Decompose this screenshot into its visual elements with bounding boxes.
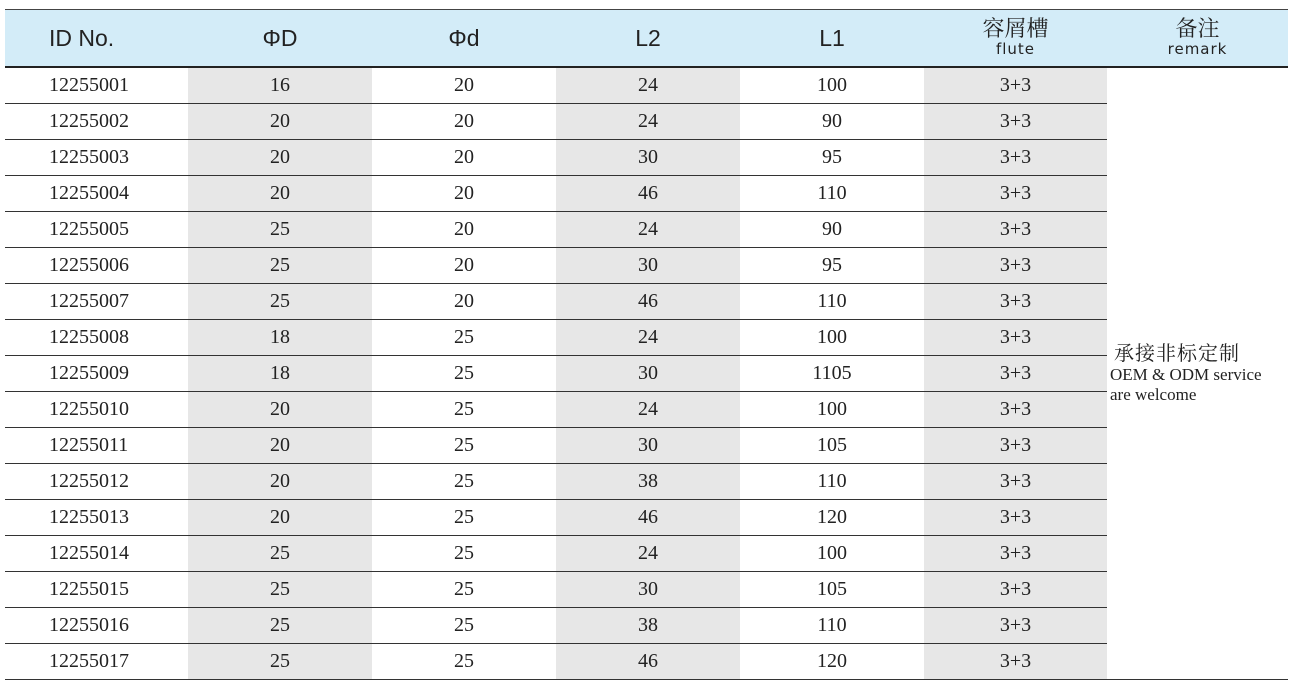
- table-row: [5, 428, 1288, 464]
- header-diameter-d: Φd: [372, 10, 556, 68]
- table-body: [5, 67, 1288, 680]
- cell-L2: 46: [556, 284, 740, 320]
- cell-id: 12255006: [5, 248, 188, 284]
- cell-d: 25: [372, 572, 556, 608]
- cell-d: 25: [372, 644, 556, 680]
- cell-flute: 3+3: [924, 284, 1107, 320]
- cell-L2: 38: [556, 608, 740, 644]
- cell-flute: 3+3: [924, 536, 1107, 572]
- cell-d: 20: [372, 140, 556, 176]
- cell-L2: 24: [556, 392, 740, 428]
- cell-L1: 95: [740, 248, 924, 284]
- table-row: [5, 572, 1288, 608]
- header-id: ID No.: [5, 10, 188, 68]
- header-remark: [1107, 10, 1288, 68]
- cell-d: 25: [372, 464, 556, 500]
- header-flute: [924, 10, 1107, 68]
- cell-D: 25: [188, 644, 372, 680]
- cell-d: 25: [372, 500, 556, 536]
- cell-d: 25: [372, 608, 556, 644]
- cell-d: 20: [372, 212, 556, 248]
- cell-D: 20: [188, 428, 372, 464]
- cell-D: 18: [188, 356, 372, 392]
- cell-id: 12255002: [5, 104, 188, 140]
- table-row: [5, 500, 1288, 536]
- cell-L2: 46: [556, 176, 740, 212]
- header-L1: L1: [740, 10, 924, 68]
- cell-flute: 3+3: [924, 248, 1107, 284]
- cell-flute: 3+3: [924, 608, 1107, 644]
- table-row: [5, 284, 1288, 320]
- remark-cell: [1107, 67, 1288, 680]
- table-row: [5, 392, 1288, 428]
- cell-flute: 3+3: [924, 212, 1107, 248]
- cell-L2: 24: [556, 212, 740, 248]
- cell-L2: 46: [556, 500, 740, 536]
- cell-L1: 110: [740, 464, 924, 500]
- cell-L1: 100: [740, 536, 924, 572]
- table-row: [5, 608, 1288, 644]
- cell-id: 12255010: [5, 392, 188, 428]
- cell-flute: 3+3: [924, 392, 1107, 428]
- cell-L2: 30: [556, 428, 740, 464]
- cell-id: 12255003: [5, 140, 188, 176]
- cell-d: 20: [372, 248, 556, 284]
- header-flute-cn: 容屑槽: [982, 17, 1049, 42]
- cell-flute: 3+3: [924, 428, 1107, 464]
- header-L2: L2: [556, 10, 740, 68]
- cell-L2: 24: [556, 536, 740, 572]
- cell-D: 25: [188, 284, 372, 320]
- cell-L1: 90: [740, 212, 924, 248]
- cell-d: 20: [372, 284, 556, 320]
- cell-L1: 90: [740, 104, 924, 140]
- cell-L2: 24: [556, 67, 740, 104]
- table-row: [5, 176, 1288, 212]
- cell-L1: 105: [740, 428, 924, 464]
- cell-D: 18: [188, 320, 372, 356]
- header-remark-cn: 备注: [1175, 17, 1220, 42]
- cell-L1: 100: [740, 392, 924, 428]
- remark-cn: 承接非标定制: [1114, 341, 1240, 366]
- remark-en-line1: OEM & ODM service: [1110, 365, 1262, 385]
- cell-id: 12255016: [5, 608, 188, 644]
- cell-id: 12255004: [5, 176, 188, 212]
- header-flute-en: flute: [995, 40, 1036, 58]
- cell-id: 12255007: [5, 284, 188, 320]
- cell-id: 12255017: [5, 644, 188, 680]
- cell-L1: 105: [740, 572, 924, 608]
- cell-L2: 30: [556, 248, 740, 284]
- cell-d: 25: [372, 392, 556, 428]
- cell-L1: 1105: [740, 356, 924, 392]
- cell-D: 20: [188, 104, 372, 140]
- cell-L1: 95: [740, 140, 924, 176]
- cell-D: 25: [188, 248, 372, 284]
- table-row: [5, 644, 1288, 680]
- cell-L1: 110: [740, 608, 924, 644]
- cell-D: 20: [188, 500, 372, 536]
- cell-D: 20: [188, 392, 372, 428]
- cell-L1: 110: [740, 284, 924, 320]
- cell-id: 12255012: [5, 464, 188, 500]
- cell-id: 12255013: [5, 500, 188, 536]
- cell-id: 12255014: [5, 536, 188, 572]
- table-row: [5, 248, 1288, 284]
- cell-L2: 24: [556, 104, 740, 140]
- cell-id: 12255008: [5, 320, 188, 356]
- cell-L1: 100: [740, 67, 924, 104]
- header-diameter-D: ΦD: [188, 10, 372, 68]
- cell-L2: 30: [556, 572, 740, 608]
- cell-flute: 3+3: [924, 320, 1107, 356]
- cell-L2: 30: [556, 140, 740, 176]
- table-row: [5, 320, 1288, 356]
- table-row: [5, 536, 1288, 572]
- cell-L2: 24: [556, 320, 740, 356]
- cell-d: 25: [372, 428, 556, 464]
- cell-flute: 3+3: [924, 104, 1107, 140]
- cell-id: 12255005: [5, 212, 188, 248]
- remark-en-line2: are welcome: [1110, 385, 1197, 404]
- cell-flute: 3+3: [924, 572, 1107, 608]
- cell-d: 20: [372, 176, 556, 212]
- header-remark-en: remark: [1167, 40, 1228, 58]
- cell-flute: 3+3: [924, 140, 1107, 176]
- cell-id: 12255011: [5, 428, 188, 464]
- cell-id: 12255001: [5, 67, 188, 104]
- table-row: [5, 67, 1288, 104]
- cell-L1: 120: [740, 500, 924, 536]
- cell-id: 12255015: [5, 572, 188, 608]
- header-row: [5, 10, 1288, 68]
- cell-L1: 110: [740, 176, 924, 212]
- spec-table: [5, 9, 1288, 680]
- cell-d: 25: [372, 320, 556, 356]
- cell-D: 16: [188, 67, 372, 104]
- cell-flute: 3+3: [924, 644, 1107, 680]
- table-row: [5, 356, 1288, 392]
- cell-D: 20: [188, 464, 372, 500]
- cell-flute: 3+3: [924, 356, 1107, 392]
- cell-D: 25: [188, 212, 372, 248]
- table-row: [5, 464, 1288, 500]
- table-row: [5, 104, 1288, 140]
- cell-D: 25: [188, 572, 372, 608]
- cell-flute: 3+3: [924, 67, 1107, 104]
- cell-D: 25: [188, 536, 372, 572]
- cell-D: 20: [188, 140, 372, 176]
- cell-L1: 100: [740, 320, 924, 356]
- cell-L2: 46: [556, 644, 740, 680]
- cell-d: 25: [372, 536, 556, 572]
- cell-d: 25: [372, 356, 556, 392]
- cell-id: 12255009: [5, 356, 188, 392]
- cell-L1: 120: [740, 644, 924, 680]
- cell-D: 20: [188, 176, 372, 212]
- cell-flute: 3+3: [924, 500, 1107, 536]
- table-row: [5, 140, 1288, 176]
- cell-d: 20: [372, 104, 556, 140]
- cell-L2: 38: [556, 464, 740, 500]
- cell-D: 25: [188, 608, 372, 644]
- cell-flute: 3+3: [924, 464, 1107, 500]
- cell-flute: 3+3: [924, 176, 1107, 212]
- table-row: [5, 212, 1288, 248]
- cell-L2: 30: [556, 356, 740, 392]
- cell-d: 20: [372, 67, 556, 104]
